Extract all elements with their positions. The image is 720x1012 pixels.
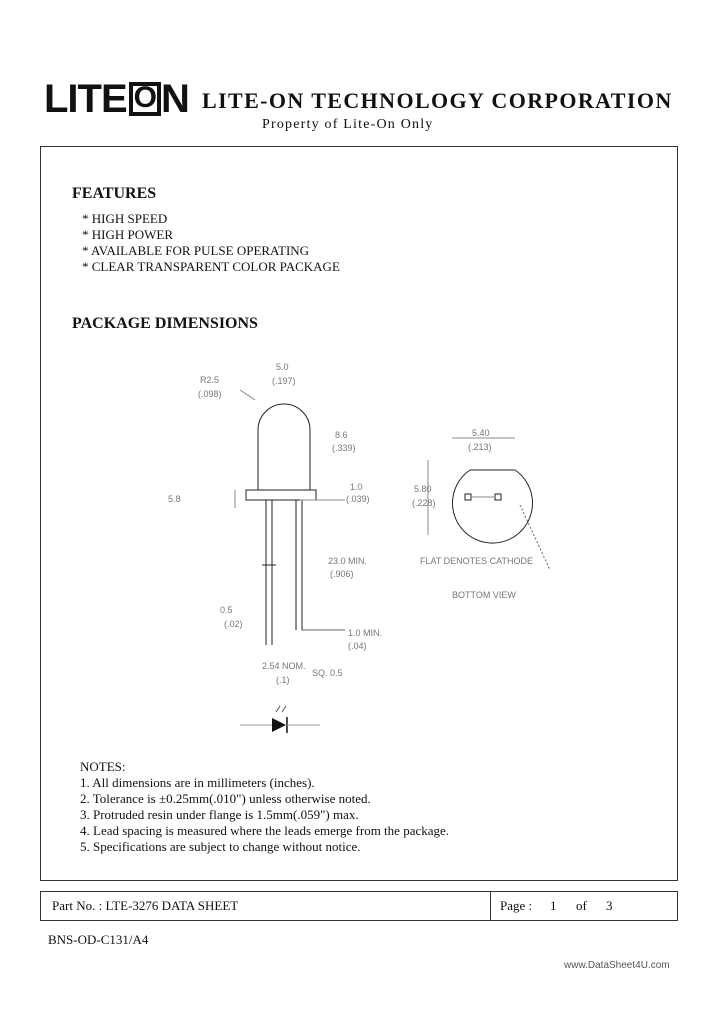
dim-lead-spacing: 1.0 MIN.: [348, 628, 383, 638]
cathode-note: FLAT DENOTES CATHODE: [420, 556, 534, 566]
logo-n: N: [161, 77, 189, 121]
led-flange: [246, 490, 316, 500]
anode-pad: [495, 494, 501, 500]
dim-lead-spacing-in: (.04): [348, 641, 367, 651]
package-heading: PACKAGE DIMENSIONS: [72, 315, 258, 332]
feature-item: * AVAILABLE FOR PULSE OPERATING: [82, 243, 310, 258]
dim-flange-height-in: (.039): [346, 494, 370, 504]
dim-bottom-diameter-in: (.213): [468, 442, 492, 452]
note-item: 3. Protruded resin under flange is 1.5mm(.059") max.: [80, 807, 359, 822]
dim-bottom-flat: 5.80: [414, 484, 432, 494]
notes-section: [80, 759, 449, 855]
features-heading: FEATURES: [72, 185, 157, 202]
leader-line: [240, 390, 255, 400]
led-side-view: [235, 390, 345, 645]
dim-top-width-in: (.197): [272, 376, 296, 386]
dim-pin-spacing-in: (.1): [276, 675, 290, 685]
logo-o: O: [133, 81, 157, 114]
document-id: BNS-OD-C131/A4: [48, 932, 149, 947]
dim-pin-spacing: 2.54 NOM.: [262, 661, 306, 671]
page-label: Page :: [500, 898, 533, 913]
page-total: 3: [606, 898, 613, 913]
notes-heading: NOTES:: [80, 759, 126, 774]
dim-flange-height: 1.0: [350, 482, 363, 492]
dim-lens-radius: R2.5: [200, 375, 220, 385]
note-item: 1. All dimensions are in millimeters (inches).: [80, 775, 315, 790]
dim-bottom-flat-in: (.228): [412, 498, 436, 508]
dim-top-width: 5.0: [276, 362, 289, 372]
feature-item: * HIGH SPEED: [82, 211, 168, 226]
page-number: 1: [550, 898, 557, 913]
dim-lead-length: 23.0 MIN.: [328, 556, 368, 566]
cathode-pad: [465, 494, 471, 500]
led-body: [258, 404, 310, 490]
note-item: 2. Tolerance is ±0.25mm(.010") unless otherwise noted.: [80, 791, 371, 806]
note-item: 5. Specifications are subject to change without notice.: [80, 839, 361, 854]
dim-body-height-in: (.339): [332, 443, 356, 453]
dim-flange-dia: 5.8: [168, 494, 181, 504]
note-item: 4. Lead spacing is measured where the leads emerge from the package.: [80, 823, 450, 838]
footer-divider: [490, 891, 491, 921]
dim-body-height: 8.6: [335, 430, 348, 440]
dim-lead-width-in: (.02): [224, 619, 243, 629]
watermark[interactable]: www.DataSheet4U.com: [564, 960, 670, 971]
feature-item: * HIGH POWER: [82, 227, 173, 242]
dim-square: SQ. 0.5: [312, 668, 343, 678]
company-name: LITE-ON TECHNOLOGY CORPORATION: [202, 88, 673, 113]
diode-symbol: [240, 706, 320, 733]
dim-lens-radius-in: (.098): [198, 389, 222, 399]
bottom-view: [428, 438, 550, 570]
logo-text: LITE: [44, 77, 127, 121]
dim-lead-length-in: (.906): [330, 569, 354, 579]
header-subtitle: Property of Lite-On Only: [262, 117, 434, 132]
bottom-view-caption: BOTTOM VIEW: [452, 590, 516, 600]
dim-lead-width: 0.5: [220, 605, 233, 615]
dim-bottom-diameter: 5.40: [472, 428, 490, 438]
part-number: Part No. : LTE-3276 DATA SHEET: [52, 898, 239, 913]
feature-item: * CLEAR TRANSPARENT COLOR PACKAGE: [82, 259, 340, 274]
page-of: of: [576, 898, 587, 913]
